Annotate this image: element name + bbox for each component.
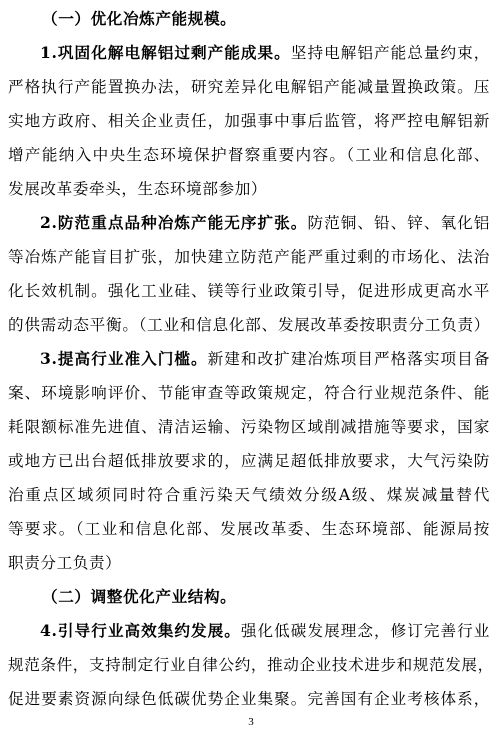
item-3-line-2: 案、环境影响评价、节能审查等政策规定，符合行业规范条件、能	[8, 384, 490, 402]
item-2-title: 2.防范重点品种冶炼产能无序扩张。	[40, 213, 308, 232]
item-1-line-2: 严格执行产能置换办法，研究差异化电解铝产能减量置换政策。压	[8, 78, 490, 96]
item-1-title: 1.巩固化解电解铝过剩产能成果。	[40, 43, 291, 62]
item-3-line-4: 或地方已出台超低排放要求的，应满足超低排放要求，大气污染防	[8, 452, 490, 470]
item-2-line-1	[8, 210, 490, 236]
item-3-line-7: 职责分工负责）	[8, 554, 122, 572]
item-3-line-5: 治重点区域须同时符合重污染天气绩效分级A级、煤炭减量替代	[8, 486, 490, 504]
item-4-line-1	[8, 618, 490, 644]
item-4-line-2: 规范条件，支持制定行业自律公约，推动企业技术进步和规范发展，	[8, 656, 494, 674]
section-heading-2: （二）调整优化产业结构。	[42, 587, 237, 606]
item-2-line-3: 化长效机制。强化工业硅、镁等行业政策引导，促进形成更高水平	[8, 282, 490, 300]
page-number: 3	[248, 716, 254, 728]
item-1-line-4: 增产能纳入中央生态环境保护督察重要内容。（工业和信息化部、	[8, 146, 490, 164]
item-1-line-3: 实地方政府、相关企业责任，加强事中事后监管，将严控电解铝新	[8, 112, 490, 130]
section-heading-1: （一）优化冶炼产能规模。	[42, 9, 237, 28]
item-4-title: 4.引导行业高效集约发展。	[40, 621, 241, 640]
item-1-text: 坚持电解铝产能总量约束，	[290, 44, 490, 62]
item-3-line-1	[8, 346, 490, 372]
item-2-text: 防范铜、铅、锌、氧化铝	[307, 214, 490, 232]
item-2-line-2: 等冶炼产能盲目扩张，加快建立防范产能严重过剩的市场化、法治	[8, 248, 490, 266]
item-1-line-1	[8, 40, 490, 66]
item-4-line-3: 促进要素资源向绿色低碳优势企业集聚。完善国有企业考核体系，	[8, 690, 490, 708]
item-1-line-5: 发展改革委牵头，生态环境部参加）	[8, 180, 268, 198]
item-2-line-4: 的供需动态平衡。（工业和信息化部、发展改革委按职责分工负责）	[8, 316, 490, 334]
item-3-title: 3.提高行业准入门槛。	[40, 349, 208, 368]
item-3-text: 新建和改扩建冶炼项目严格落实项目备	[207, 350, 490, 368]
item-3-line-3: 耗限额标准先进值、清洁运输、污染物区域削减措施等要求，国家	[8, 418, 490, 436]
item-3-line-6: 等要求。（工业和信息化部、发展改革委、生态环境部、能源局按	[8, 520, 490, 538]
item-4-text: 强化低碳发展理念，修订完善行业	[240, 622, 490, 640]
